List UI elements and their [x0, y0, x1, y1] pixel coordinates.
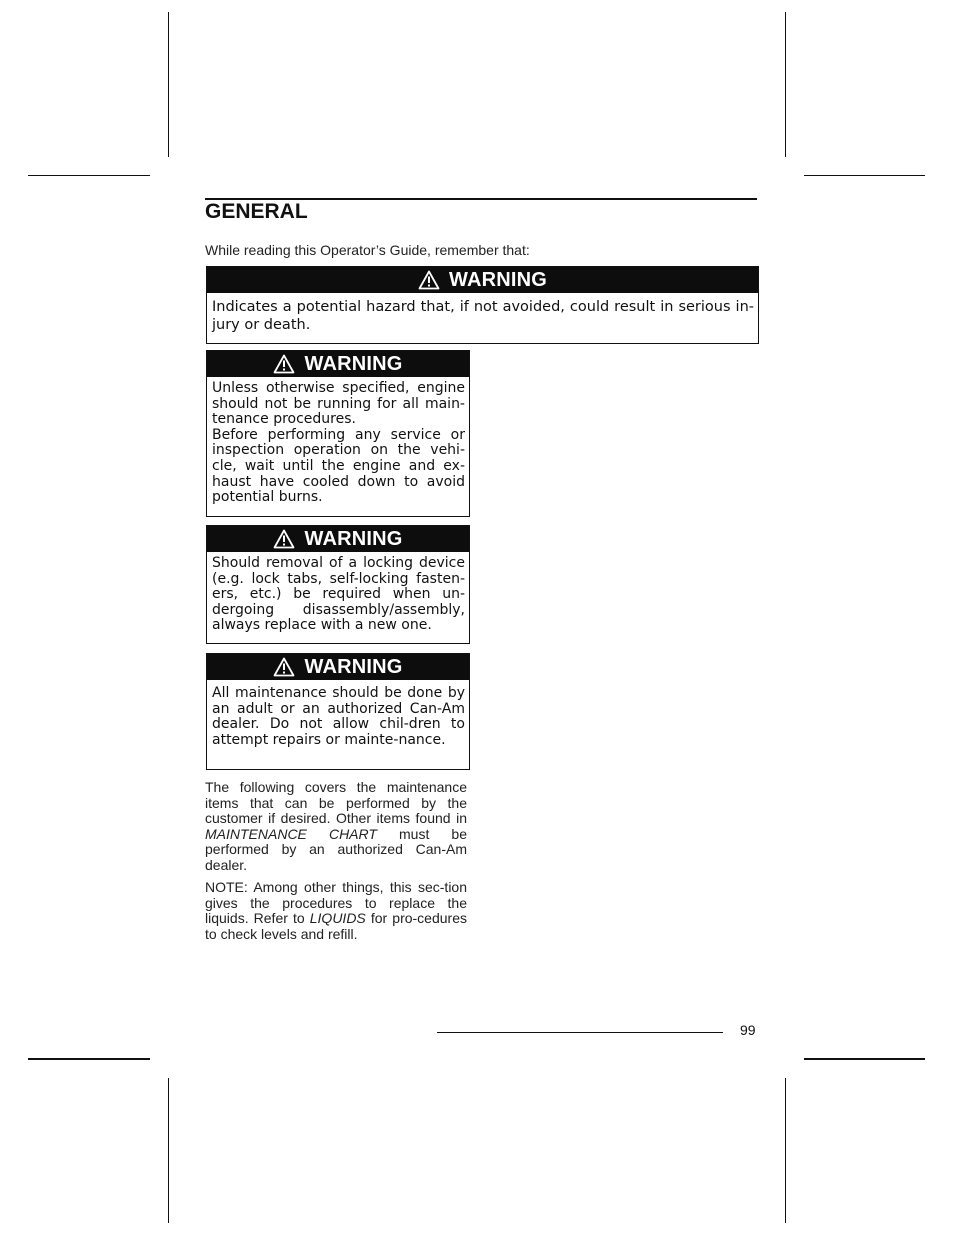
paragraph-text: must be performed by an authorized Can-Am dealer.: [205, 825, 467, 873]
paragraph-text: for pro-cedures to check levels and refill.: [205, 910, 467, 942]
warning-heading: WARNING: [304, 352, 403, 375]
paragraph-text: Among other things, this sec-tion gives the procedures to replace the liquids. Refer to: [205, 879, 467, 927]
warning-triangle-icon: [273, 657, 295, 677]
crop-mark: [804, 1058, 925, 1060]
maintenance-paragraph: [205, 780, 467, 874]
warning-heading: WARNING: [448, 268, 548, 291]
warning-box-locking-device: [206, 525, 470, 644]
warning-header: [207, 526, 469, 552]
warning-text: Before performing any service or inspection operation on the vehi-cle, wait until the engine and ex-haust have cooled down to avoid potential burns.: [212, 426, 465, 506]
section-title: GENERAL: [205, 200, 308, 223]
warning-text: Unless otherwise specified, engine should not be running for all main-tenance procedures.: [212, 380, 465, 428]
warning-box-engine-off: [206, 350, 470, 517]
liquids-reference: LIQUIDS: [309, 910, 366, 927]
warning-triangle-icon: [273, 529, 295, 549]
crop-mark: [168, 1078, 169, 1223]
warning-box-authorized-dealer: [206, 653, 470, 770]
crop-mark: [785, 12, 786, 157]
warning-box-hazard-definition: [206, 266, 759, 344]
warning-heading: WARNING: [304, 655, 403, 678]
intro-text: While reading this Operator’s Guide, remember that:: [205, 242, 530, 258]
paragraph-text: The following covers the maintenance items that can be performed by the customer if desired. Other items found in: [205, 779, 467, 827]
maintenance-chart-reference: MAINTENANCE CHART: [205, 825, 377, 842]
warning-triangle-icon: [273, 354, 295, 374]
warning-body: [207, 377, 469, 506]
warning-body: [207, 552, 469, 634]
warning-header: [207, 351, 469, 377]
page-number: 99: [740, 1022, 756, 1038]
warning-text: Indicates a potential hazard that, if not avoided, could result in serious in-jury or death.: [212, 299, 754, 333]
footer-rule: [437, 1032, 723, 1033]
warning-body: [207, 293, 758, 334]
warning-triangle-icon: [418, 270, 440, 290]
warning-text: Should removal of a locking device (e.g. lock tabs, self-locking fasten-ers, etc.) be required when un-dergoing disassembly/assembly, always replace with a new one.: [212, 555, 465, 634]
crop-mark: [168, 12, 169, 157]
crop-mark: [785, 1078, 786, 1223]
crop-mark: [28, 175, 150, 176]
warning-header: [207, 654, 469, 680]
crop-mark: [28, 1058, 150, 1060]
warning-header: [207, 267, 758, 293]
crop-mark: [804, 175, 925, 176]
note-paragraph: [205, 880, 467, 942]
note-label: NOTE:: [205, 879, 248, 895]
warning-body: [207, 680, 469, 748]
warning-heading: WARNING: [304, 527, 403, 550]
warning-text: All maintenance should be done by an adult or an authorized Can-Am dealer. Do not allow chil-dren to attempt repairs or mainte-nance.: [212, 685, 465, 748]
